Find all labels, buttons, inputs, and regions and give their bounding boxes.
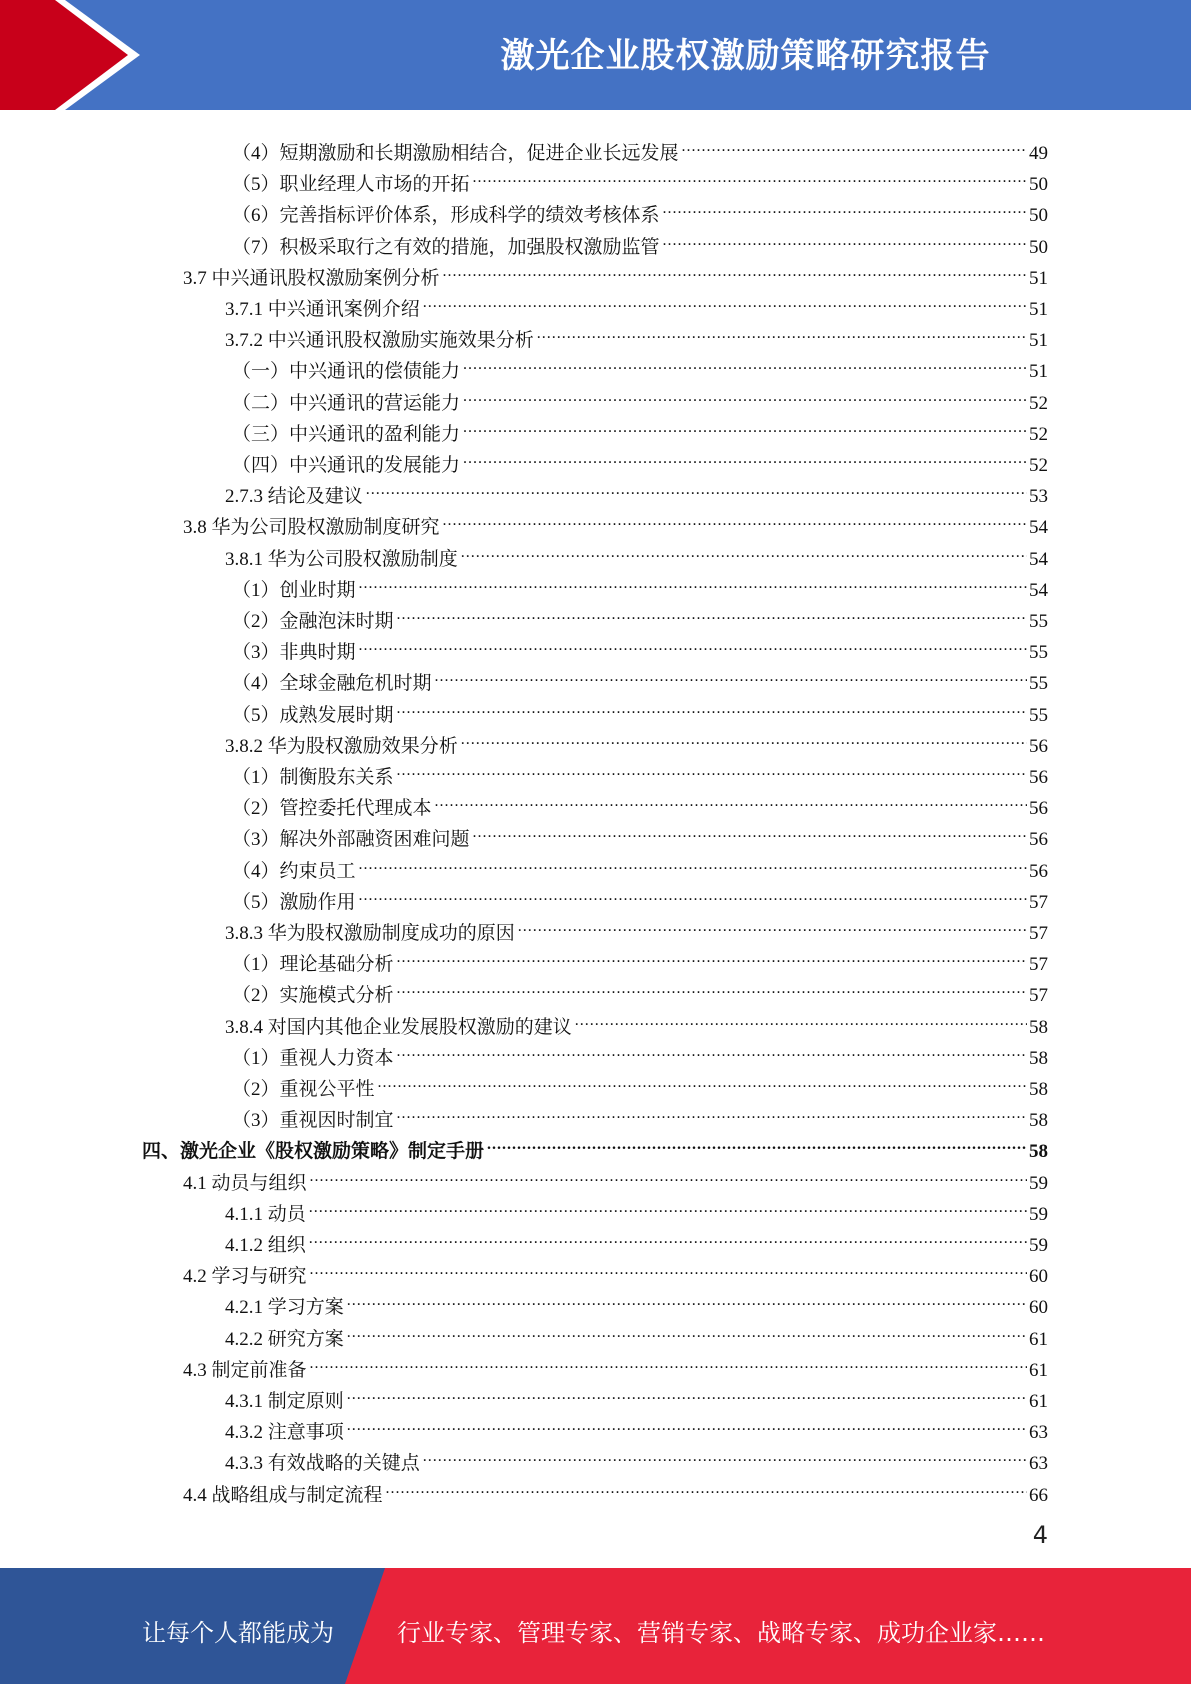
toc-entry-page: 55 — [1029, 642, 1048, 664]
toc-entry-title: （2）重视公平性 — [232, 1079, 375, 1100]
toc-entry-title: 3.7.2 中兴通讯股权激励实施效果分析 — [225, 330, 534, 352]
toc-entry-page: 57 — [1029, 891, 1048, 913]
toc-entry-title: （5）成熟发展时期 — [232, 704, 394, 726]
toc-dot-leader — [309, 1189, 1027, 1220]
toc-dot-leader — [423, 284, 1027, 315]
toc-entry-page: 61 — [1029, 1391, 1048, 1412]
toc-entry-title: （3）解决外部融资困难问题 — [232, 829, 470, 851]
toc-dot-leader — [359, 846, 1027, 877]
toc-entry[interactable] — [232, 877, 1048, 913]
toc-entry-page: 54 — [1029, 517, 1048, 539]
toc-dot-leader — [347, 1407, 1027, 1438]
toc-dot-leader — [378, 1064, 1027, 1095]
toc-dot-leader — [443, 253, 1027, 284]
toc-entry-page: 63 — [1029, 1453, 1048, 1475]
toc-dot-leader — [366, 471, 1027, 502]
toc-dot-leader — [310, 1158, 1027, 1189]
toc-entry[interactable] — [232, 783, 1048, 820]
page-header — [0, 0, 1191, 110]
toc-entry-title: （5）激励作用 — [232, 891, 356, 913]
toc-entry[interactable] — [183, 502, 1048, 539]
toc-entry-page: 57 — [1029, 923, 1048, 944]
toc-dot-leader — [463, 378, 1027, 409]
toc-entry-page: 66 — [1029, 1484, 1048, 1506]
toc-entry-title: （一）中兴通讯的偿债能力 — [232, 361, 461, 383]
toc-entry[interactable] — [183, 1345, 1048, 1381]
toc-entry-page: 58 — [1029, 1016, 1048, 1038]
toc-dot-leader — [473, 814, 1027, 845]
toc-entry-title: （4）短期激励和长期激励相结合，促进企业长远发展 — [232, 143, 679, 164]
toc-entry-title: （1）重视人力资本 — [232, 1047, 394, 1069]
toc-entry-page: 50 — [1029, 174, 1048, 196]
toc-entry-page: 51 — [1029, 361, 1048, 383]
toc-entry-title: （2）实施模式分析 — [232, 985, 394, 1007]
toc-entry-title: 3.8.2 华为股权激励效果分析 — [225, 735, 458, 757]
toc-entry-title: （4）约束员工 — [232, 860, 356, 882]
toc-entry-title: 4.3.3 有效战略的关键点 — [225, 1453, 420, 1475]
toc-dot-leader — [435, 658, 1027, 689]
toc-entry-title: 4.4 战略组成与制定流程 — [183, 1484, 383, 1506]
toc-entry[interactable] — [232, 378, 1048, 414]
toc-entry[interactable] — [232, 970, 1048, 1007]
toc-entry-page: 57 — [1029, 954, 1048, 976]
toc-dot-leader — [397, 596, 1027, 627]
toc-entry[interactable] — [232, 814, 1048, 851]
toc-entry[interactable] — [232, 690, 1048, 726]
toc-dot-leader — [397, 970, 1027, 1001]
toc-dot-leader — [443, 502, 1027, 533]
toc-entry[interactable] — [225, 1002, 1048, 1038]
toc-entry-title: 3.8.3 华为股权激励制度成功的原因 — [225, 923, 515, 944]
toc-entry[interactable] — [225, 471, 1048, 508]
toc-entry[interactable] — [225, 284, 1048, 320]
toc-entry[interactable] — [232, 128, 1048, 164]
toc-entry[interactable] — [232, 939, 1048, 976]
toc-entry[interactable] — [225, 534, 1048, 570]
toc-dot-leader — [473, 159, 1027, 190]
toc-dot-leader — [463, 409, 1027, 440]
toc-entry[interactable] — [232, 409, 1048, 445]
toc-entry-page: 55 — [1029, 673, 1048, 695]
toc-dot-leader — [461, 534, 1027, 565]
toc-entry[interactable] — [232, 222, 1048, 258]
toc-entry-page: 52 — [1029, 455, 1048, 476]
toc-entry-title: （三）中兴通讯的盈利能力 — [232, 423, 461, 445]
toc-entry-page: 52 — [1029, 423, 1048, 445]
toc-entry[interactable] — [232, 1064, 1048, 1100]
toc-entry[interactable] — [232, 565, 1048, 601]
toc-dot-leader — [463, 346, 1027, 377]
toc-entry[interactable] — [183, 1158, 1048, 1194]
toc-entry-title: 4.2.2 研究方案 — [225, 1328, 344, 1350]
toc-entry-title: （3）重视因时制宜 — [232, 1110, 394, 1132]
toc-dot-leader — [347, 1282, 1027, 1313]
toc-entry[interactable] — [232, 596, 1048, 632]
toc-entry-page: 50 — [1029, 236, 1048, 258]
toc-entry-title: （5）职业经理人市场的开拓 — [232, 174, 470, 196]
toc-entry-title: 3.8.1 华为公司股权激励制度 — [225, 548, 458, 570]
toc-entry[interactable] — [232, 190, 1048, 227]
toc-entry[interactable] — [232, 346, 1048, 383]
toc-entry[interactable] — [225, 1376, 1048, 1412]
toc-entry[interactable] — [225, 908, 1048, 944]
toc-entry-page: 57 — [1029, 985, 1048, 1007]
toc-entry-page: 56 — [1029, 860, 1048, 882]
toc-entry-page: 51 — [1029, 330, 1048, 352]
toc-entry-page: 54 — [1029, 579, 1048, 601]
toc-entry-title: （7）积极采取行之有效的措施，加强股权激励监管 — [232, 236, 660, 258]
toc-dot-leader — [518, 908, 1027, 939]
toc-entry[interactable] — [225, 1314, 1048, 1350]
toc-dot-leader — [682, 128, 1027, 159]
toc-dot-leader — [663, 222, 1027, 253]
toc-entry-page: 51 — [1029, 299, 1048, 320]
toc-entry-page: 51 — [1029, 267, 1048, 289]
toc-dot-leader — [397, 752, 1027, 783]
toc-entry-page: 58 — [1029, 1079, 1048, 1100]
toc-entry-title: 4.3 制定前准备 — [183, 1359, 307, 1381]
toc-entry-title: （1）制衡股东关系 — [232, 767, 394, 788]
toc-entry-page: 58 — [1029, 1047, 1048, 1069]
toc-entry[interactable] — [232, 159, 1048, 196]
toc-entry-page: 59 — [1029, 1172, 1048, 1194]
toc-entry-page: 59 — [1029, 1203, 1048, 1225]
toc-entry-title: 4.1.1 动员 — [225, 1203, 306, 1225]
toc-entry-title: （1）创业时期 — [232, 579, 356, 601]
toc-entry-page: 60 — [1029, 1297, 1048, 1319]
toc-dot-leader — [310, 1345, 1027, 1376]
toc-entry-title: 3.8.4 对国内其他企业发展股权激励的建议 — [225, 1016, 572, 1038]
toc-dot-leader — [575, 1002, 1027, 1033]
toc-entry-title: （6）完善指标评价体系，形成科学的绩效考核体系 — [232, 205, 660, 227]
toc-dot-leader — [487, 1126, 1027, 1157]
toc-entry-title: 4.3.1 制定原则 — [225, 1391, 344, 1412]
report-title: 激光企业股权激励策略研究报告 — [500, 36, 991, 76]
toc-entry-title: 3.7.1 中兴通讯案例介绍 — [225, 299, 420, 320]
toc-entry-page: 60 — [1029, 1266, 1048, 1288]
toc-entry-page: 50 — [1029, 205, 1048, 227]
toc-entry[interactable] — [225, 1282, 1048, 1319]
toc-dot-leader — [663, 190, 1027, 221]
toc-entry[interactable] — [225, 315, 1048, 352]
toc-entry[interactable] — [232, 658, 1048, 695]
toc-entry[interactable] — [183, 1251, 1048, 1288]
toc-entry-page: 58 — [1029, 1110, 1048, 1132]
toc-entry[interactable] — [232, 1095, 1048, 1132]
toc-dot-leader — [347, 1376, 1027, 1407]
header-arrow-decoration — [0, 0, 160, 110]
toc-dot-leader — [386, 1470, 1027, 1501]
toc-entry-title: 4.2.1 学习方案 — [225, 1297, 344, 1319]
toc-entry-page: 59 — [1029, 1235, 1048, 1256]
toc-entry-title: （二）中兴通讯的营运能力 — [232, 392, 461, 414]
toc-entry-page: 56 — [1029, 767, 1048, 788]
toc-entry-page: 61 — [1029, 1359, 1048, 1381]
footer-slogan: 让每个人都能成为 — [142, 1619, 334, 1647]
toc-entry[interactable] — [232, 752, 1048, 788]
toc-entry[interactable] — [232, 846, 1048, 882]
toc-entry-page: 53 — [1029, 486, 1048, 508]
toc-entry-title: （1）理论基础分析 — [232, 954, 394, 976]
page-number: 4 — [1032, 1521, 1048, 1549]
toc-entry[interactable] — [142, 1126, 1048, 1163]
toc-dot-leader — [347, 1314, 1027, 1345]
toc-entry[interactable] — [225, 721, 1048, 757]
toc-dot-leader — [359, 877, 1027, 908]
toc-entry-title: （3）非典时期 — [232, 642, 356, 664]
toc-dot-leader — [359, 565, 1027, 596]
toc-entry-title: （2）金融泡沫时期 — [232, 611, 394, 632]
toc-entry-page: 63 — [1029, 1422, 1048, 1444]
toc-dot-leader — [397, 939, 1027, 970]
toc-entry-title: （四）中兴通讯的发展能力 — [232, 455, 461, 476]
toc-entry-page: 54 — [1029, 548, 1048, 570]
toc-dot-leader — [537, 315, 1027, 346]
toc-entry[interactable] — [232, 1033, 1048, 1069]
toc-entry[interactable] — [225, 1407, 1048, 1444]
toc-entry[interactable] — [183, 253, 1048, 289]
toc-dot-leader — [463, 440, 1027, 471]
toc-dot-leader — [461, 721, 1027, 752]
toc-entry-page: 55 — [1029, 611, 1048, 632]
toc-dot-leader — [423, 1438, 1027, 1469]
toc-dot-leader — [397, 1033, 1027, 1064]
toc-entry-page: 49 — [1029, 143, 1048, 164]
toc-entry-page: 56 — [1029, 798, 1048, 820]
toc-entry-title: 3.8 华为公司股权激励制度研究 — [183, 517, 440, 539]
toc-entry[interactable] — [225, 1220, 1048, 1256]
toc-entry-page: 55 — [1029, 704, 1048, 726]
toc-entry-page: 52 — [1029, 392, 1048, 414]
toc-entry-title: 4.3.2 注意事项 — [225, 1422, 344, 1444]
toc-entry[interactable] — [225, 1189, 1048, 1225]
toc-entry-title: 4.1.2 组织 — [225, 1235, 306, 1256]
toc-entry[interactable] — [232, 440, 1048, 476]
toc-entry[interactable] — [232, 627, 1048, 664]
toc-entry-page: 61 — [1029, 1328, 1048, 1350]
toc-dot-leader — [359, 627, 1027, 658]
toc-entry-title: 四、激光企业《股权激励策略》制定手册 — [142, 1141, 485, 1163]
toc-dot-leader — [397, 1095, 1027, 1126]
toc-dot-leader — [435, 783, 1027, 814]
toc-entry[interactable] — [225, 1438, 1048, 1475]
toc-entry-title: （2）管控委托代理成本 — [232, 798, 432, 820]
toc-entry-title: 4.2 学习与研究 — [183, 1266, 307, 1288]
toc-dot-leader — [309, 1220, 1027, 1251]
toc-dot-leader — [310, 1251, 1027, 1282]
toc-entry-title: 3.7 中兴通讯股权激励案例分析 — [183, 267, 440, 289]
toc-entry-page: 58 — [1029, 1141, 1048, 1163]
footer-expert-list: 行业专家、管理专家、营销专家、战略专家、成功企业家…… — [397, 1619, 1045, 1647]
toc-entry[interactable] — [183, 1470, 1048, 1506]
toc-entry-title: 4.1 动员与组织 — [183, 1172, 307, 1194]
toc-entry-page: 56 — [1029, 829, 1048, 851]
toc-dot-leader — [397, 690, 1027, 721]
toc-entry-title: 2.7.3 结论及建议 — [225, 486, 363, 508]
toc-entry-title: （4）全球金融危机时期 — [232, 673, 432, 695]
toc-entry-page: 56 — [1029, 735, 1048, 757]
